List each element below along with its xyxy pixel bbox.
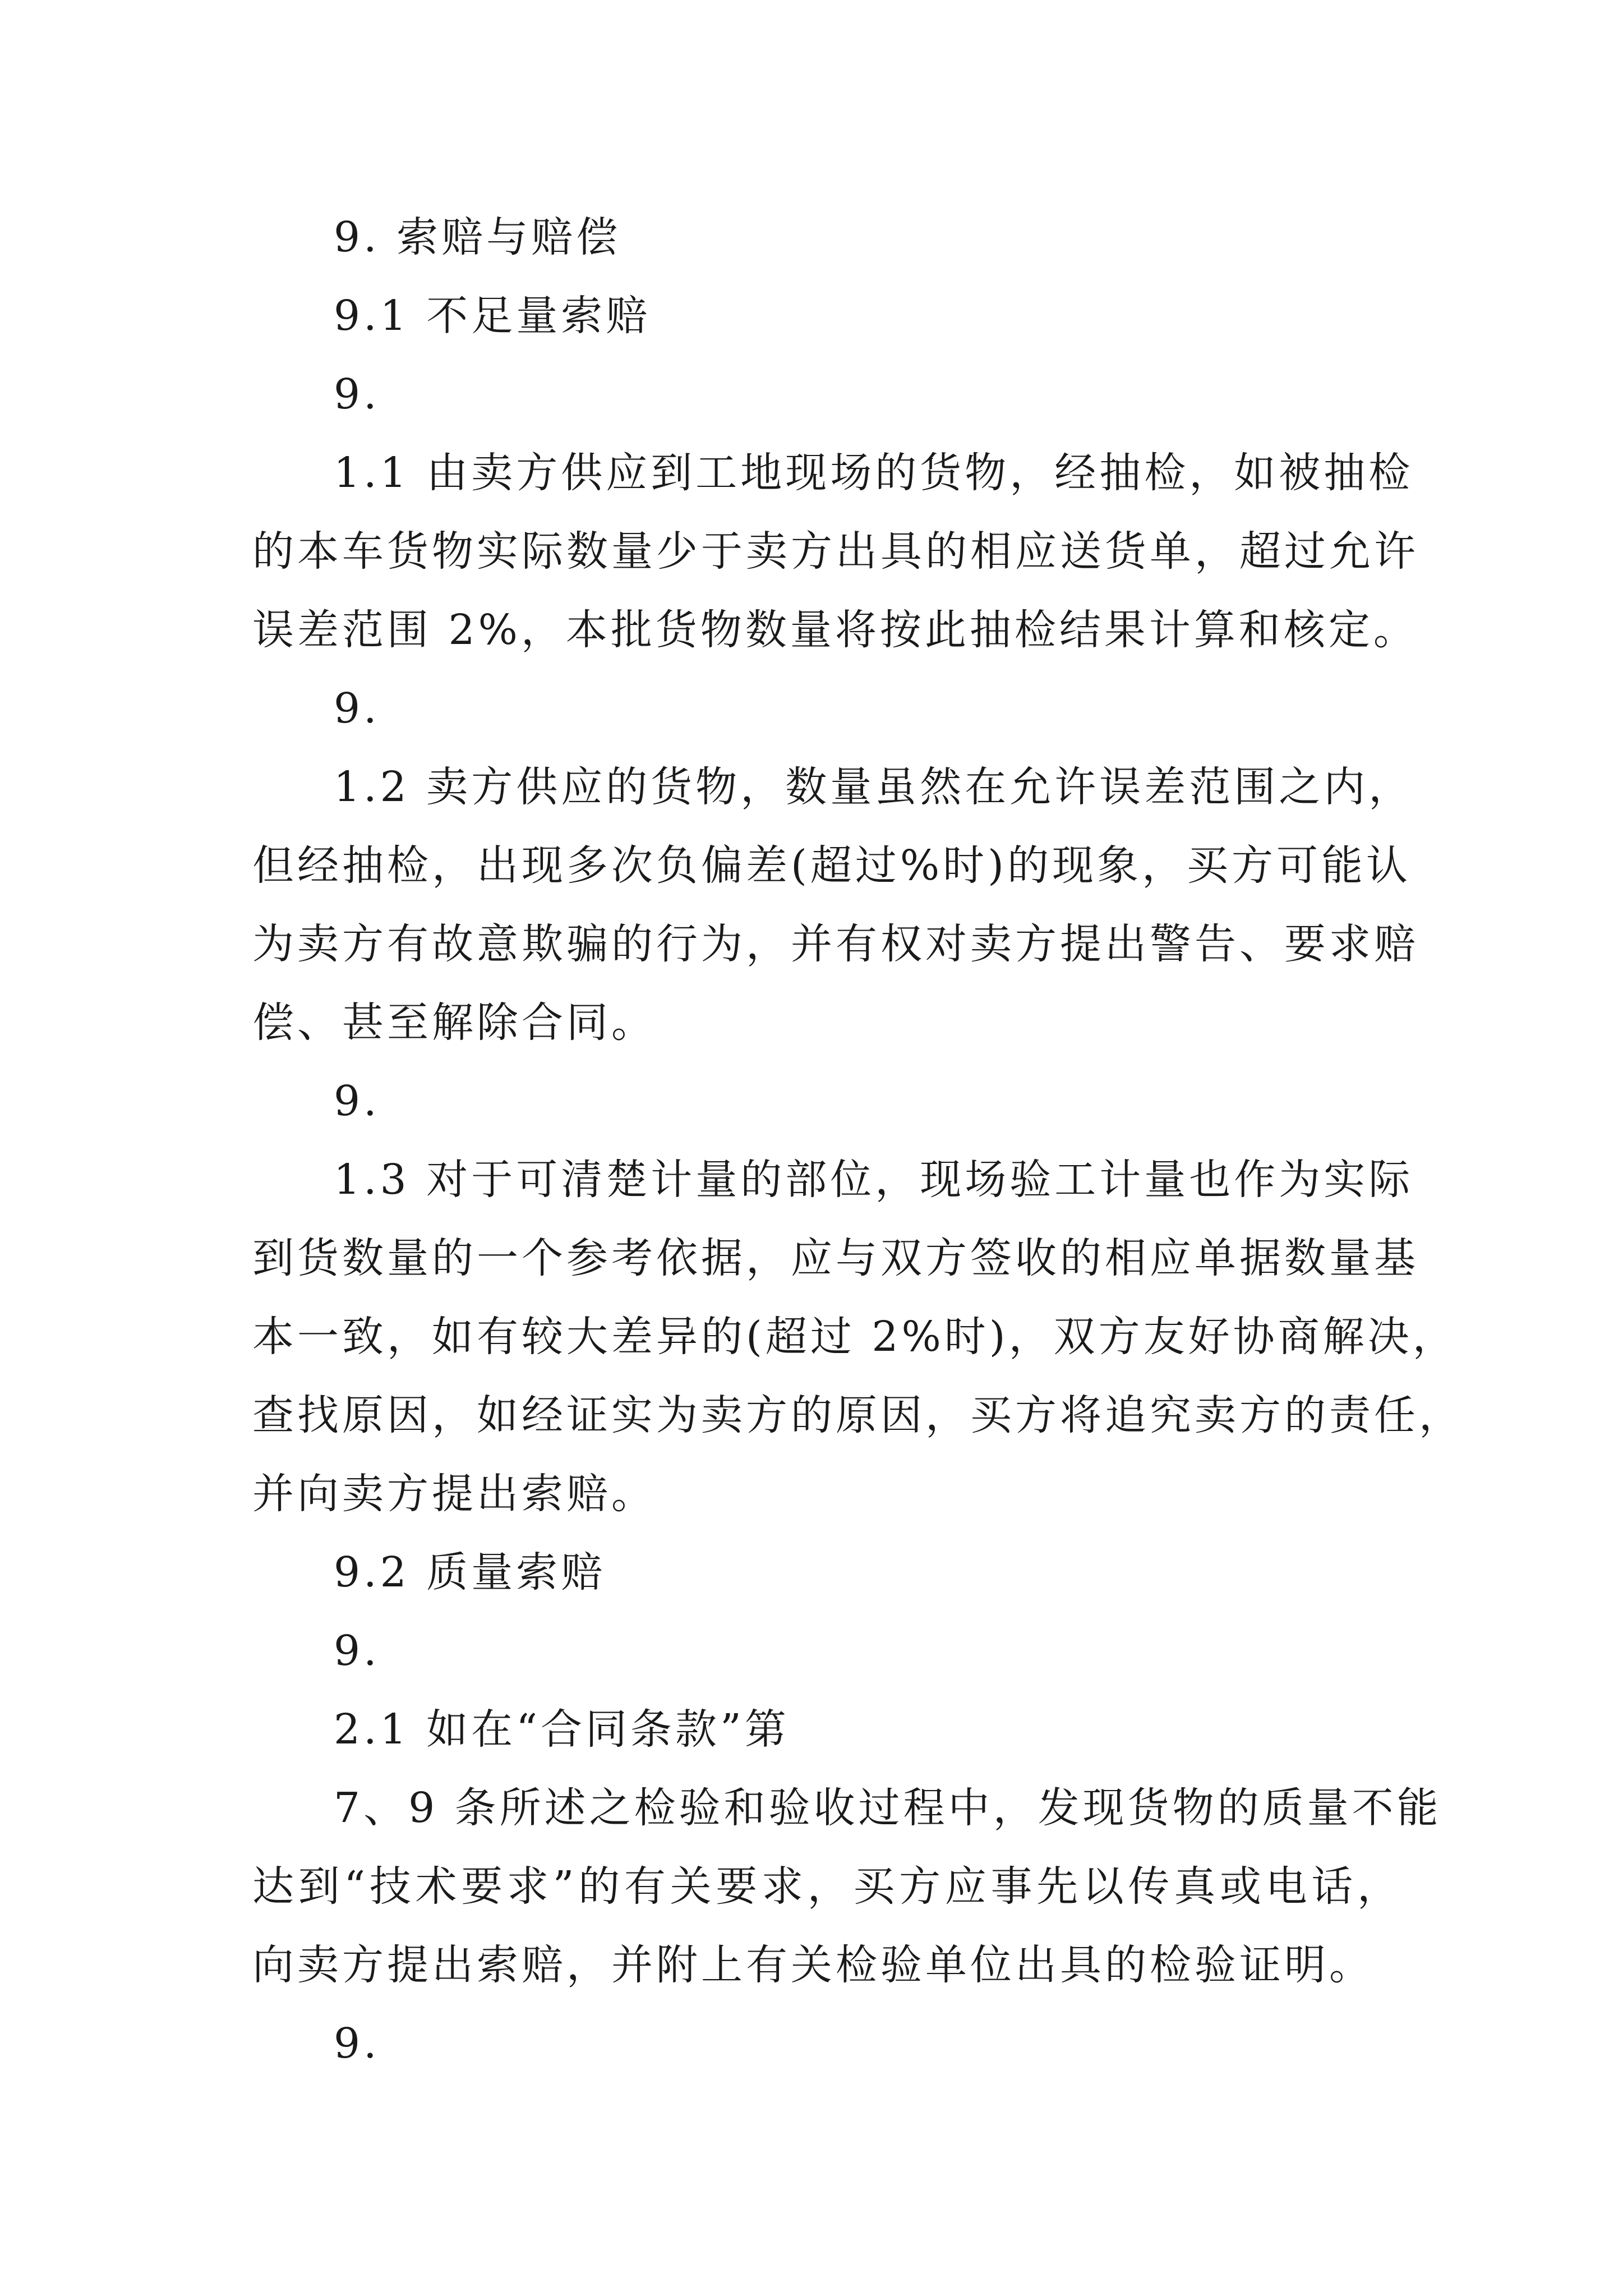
paragraph-line: 但经抽检，出现多次负偏差(超过%时)的现象，买方可能认 xyxy=(252,841,1412,890)
paragraph-line: 误差范围 2%，本批货物数量将按此抽检结果计算和核定。 xyxy=(252,606,1418,654)
section-heading: 9. 索赔与赔偿 xyxy=(334,213,621,261)
paragraph-line: 为卖方有故意欺骗的行为，并有权对卖方提出警告、要求赔 xyxy=(252,920,1419,968)
clause-number: 9. xyxy=(334,1627,380,1675)
paragraph-line: 向卖方提出索赔，并附上有关检验单位出具的检验证明。 xyxy=(252,1941,1374,1989)
paragraph-line: 1.3 对于可清楚计量的部位，现场验工计量也作为实际 xyxy=(334,1156,1414,1204)
paragraph-line: 到货数量的一个参考依据，应与双方签收的相应单据数量基 xyxy=(252,1234,1419,1282)
clause-number: 9. xyxy=(334,1077,380,1125)
paragraph-line: 的本车货物实际数量少于卖方出具的相应送货单，超过允许 xyxy=(252,527,1419,576)
paragraph-line: 偿、甚至解除合同。 xyxy=(252,999,656,1047)
clause-number: 9. xyxy=(334,370,380,418)
paragraph-line: 查找原因，如经证实为卖方的原因，买方将追究卖方的责任， xyxy=(252,1391,1464,1439)
paragraph-line: 1.1 由卖方供应到工地现场的货物，经抽检，如被抽检 xyxy=(334,449,1414,497)
subsection-heading: 9.1 不足量索赔 xyxy=(334,292,651,340)
paragraph-line: 1.2 卖方供应的货物，数量虽然在允许误差范围之内， xyxy=(334,763,1414,811)
clause-number: 9. xyxy=(334,2019,380,2068)
paragraph-line: 本一致，如有较大差异的(超过 2%时)，双方友好协商解决， xyxy=(252,1313,1458,1361)
clause-number: 9. xyxy=(334,684,380,733)
paragraph-line: 并向卖方提出索赔。 xyxy=(252,1470,656,1518)
paragraph-line: 达到“技术要求”的有关要求，买方应事先以传真或电话， xyxy=(252,1862,1402,1911)
subsection-heading: 9.2 质量索赔 xyxy=(334,1548,606,1596)
paragraph-line: 7、9 条所述之检验和验收过程中，发现货物的质量不能 xyxy=(334,1784,1442,1832)
paragraph-line: 2.1 如在“合同条款”第 xyxy=(334,1705,790,1754)
